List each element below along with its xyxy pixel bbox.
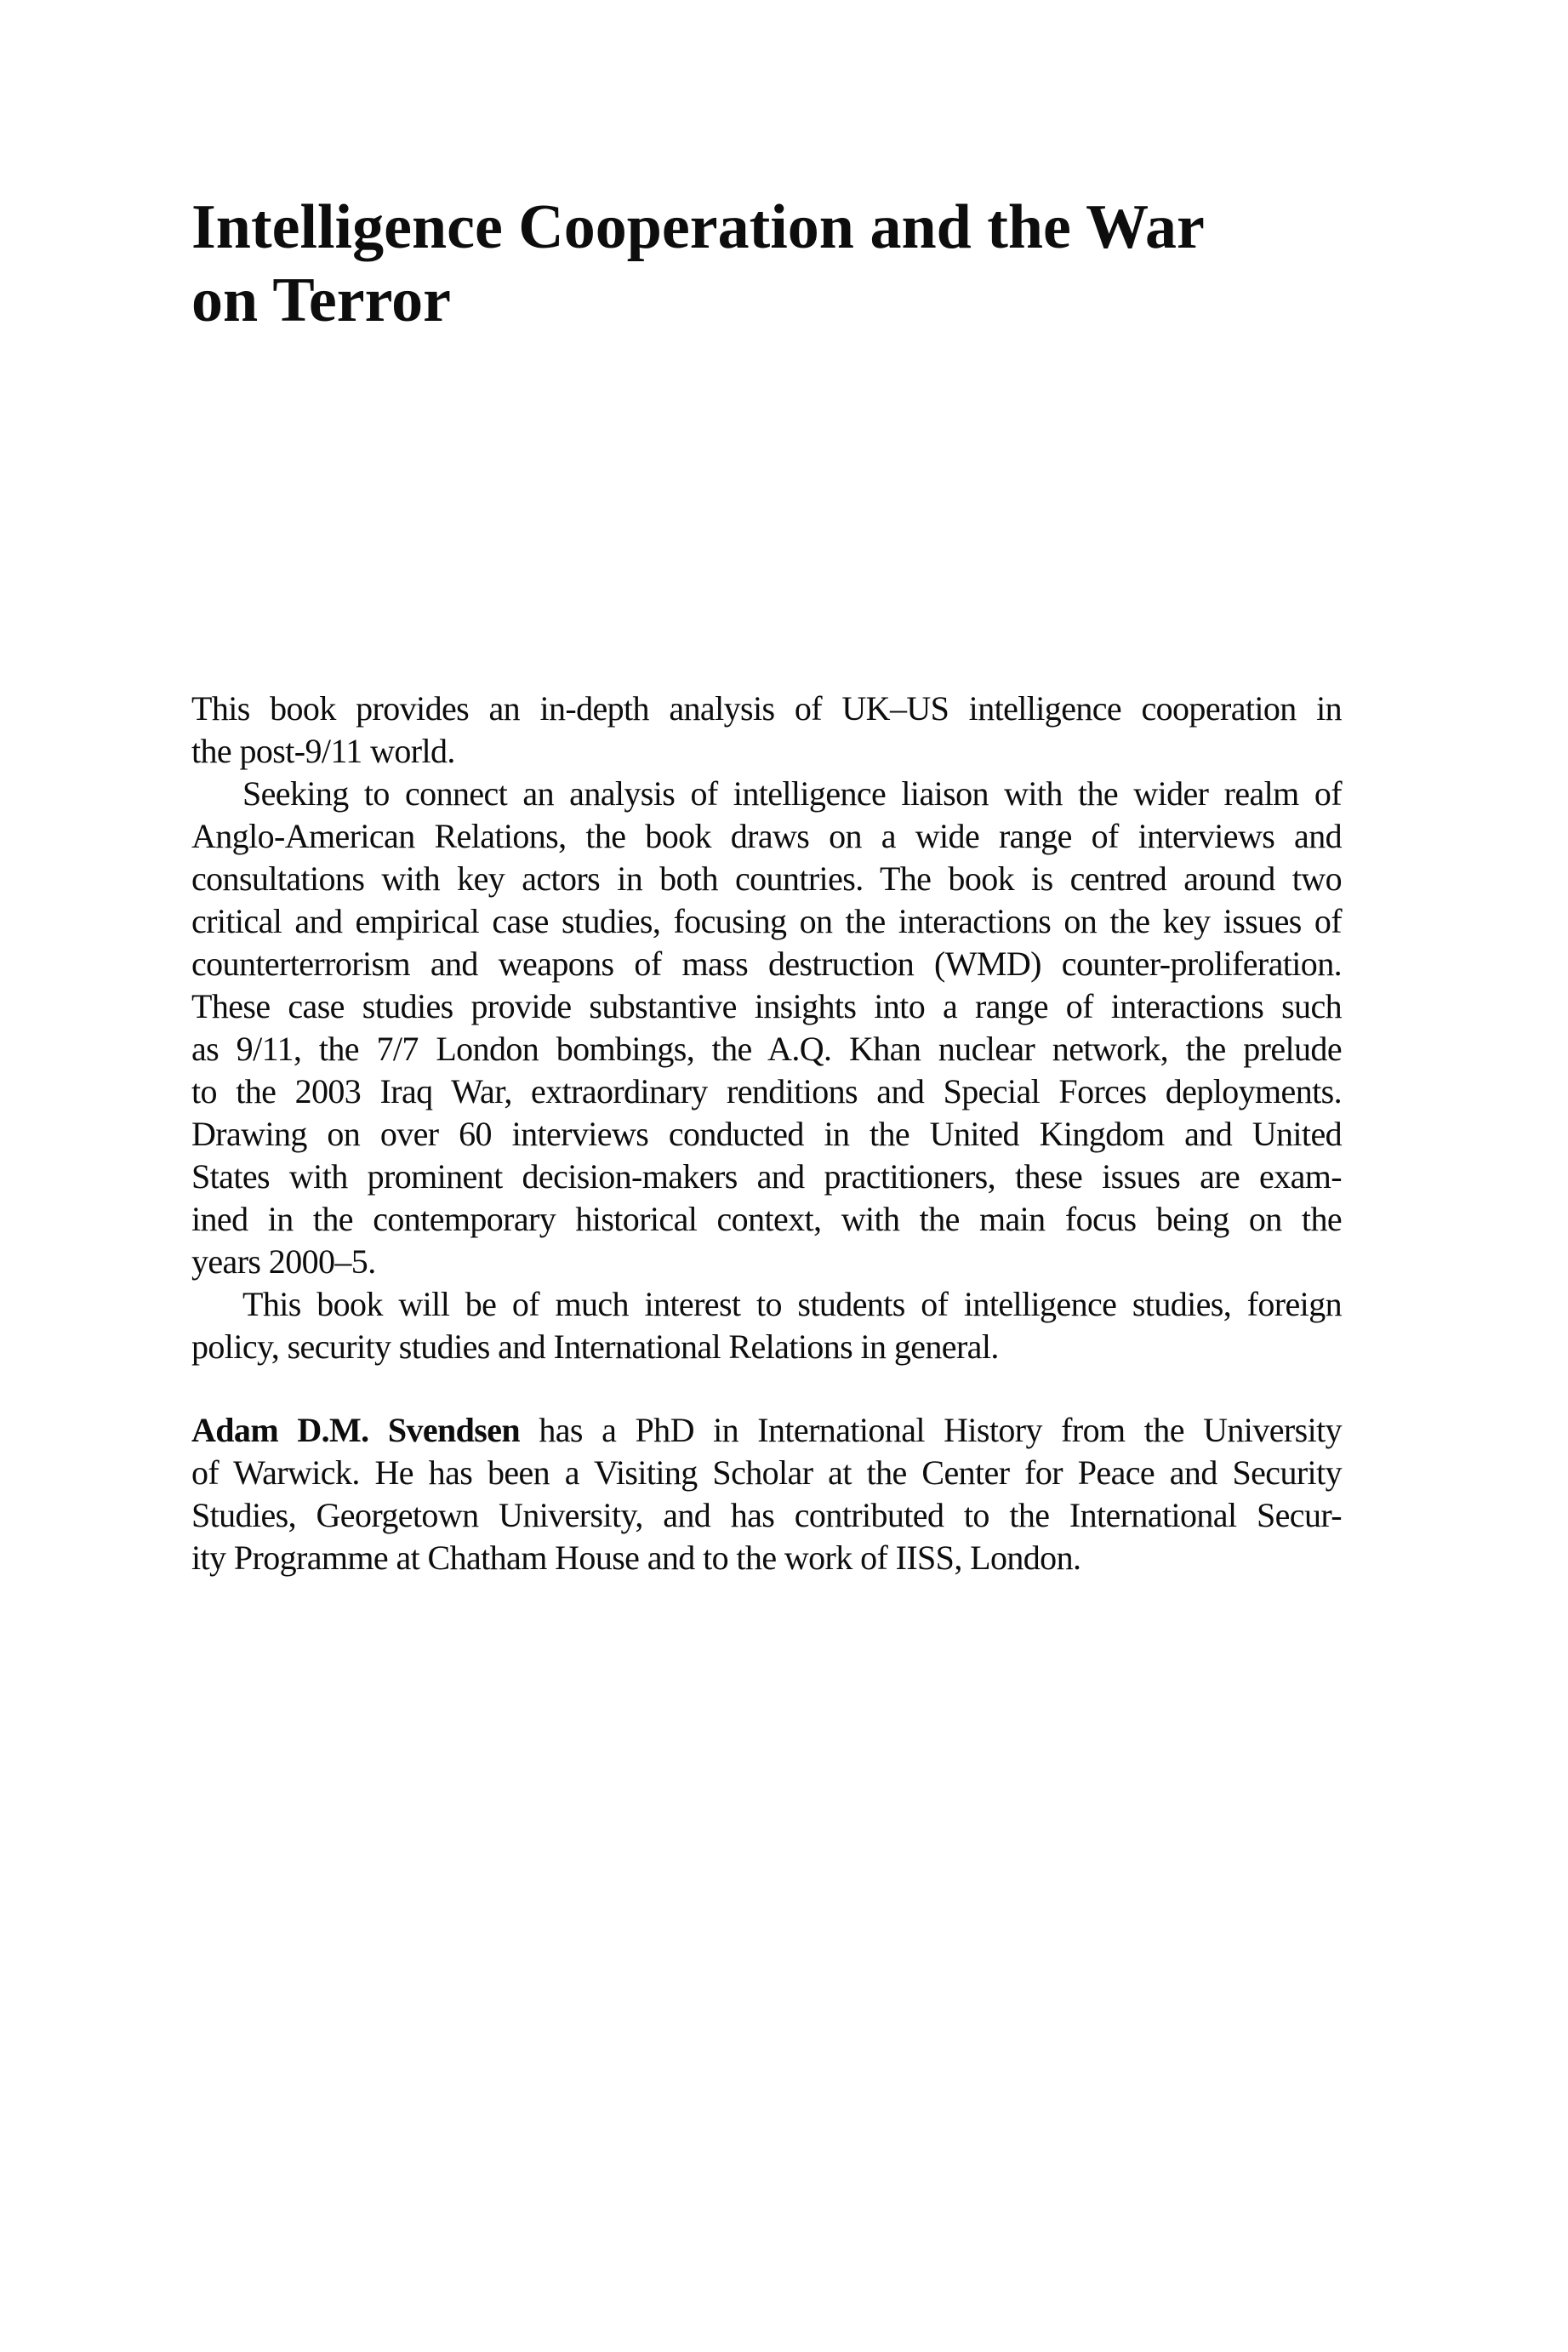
text-line: [191, 1409, 1342, 1452]
synopsis-paragraph-3: [191, 1283, 1342, 1368]
author-bio-line-1-rest: has a PhD in International History from the University: [520, 1411, 1342, 1449]
text-line: consultations with key actors in both countries. The book is centred around two: [191, 859, 1342, 898]
text-line: Drawing on over 60 interviews conducted in the United Kingdom and United: [191, 1115, 1342, 1153]
text-line: of Warwick. He has been a Visiting Scholar at the Center for Peace and Security: [191, 1453, 1342, 1492]
text-line: This book provides an in-depth analysis of UK–US intelligence cooperation in: [191, 689, 1342, 728]
text-line: ity Programme at Chatham House and to the work of IISS, London.: [191, 1539, 1081, 1577]
text-line: Seeking to connect an analysis of intelligence liaison with the wider realm of: [242, 774, 1342, 813]
text-line: critical and empirical case studies, focusing on the interactions on the key issues of: [191, 902, 1342, 940]
text-line: counterterrorism and weapons of mass destruction (WMD) counter-proliferation.: [191, 945, 1342, 983]
text-line: the post-9/11 world.: [191, 732, 455, 770]
text-line: This book will be of much interest to students of intelligence studies, foreign: [242, 1285, 1342, 1323]
author-name: Adam D.M. Svendsen: [191, 1411, 521, 1449]
body-text: [191, 688, 1342, 1579]
book-title: [191, 191, 1383, 337]
text-line: Anglo-American Relations, the book draws on a wide range of interviews and: [191, 817, 1342, 855]
text-line: Studies, Georgetown University, and has contributed to the International Secur-: [191, 1496, 1342, 1534]
synopsis-paragraph-1: [191, 688, 1342, 773]
text-line: States with prominent decision-makers and practitioners, these issues are exam-: [191, 1157, 1342, 1196]
text-line: These case studies provide substantive insights into a range of interactions such: [191, 987, 1342, 1025]
text-line: to the 2003 Iraq War, extraordinary renditions and Special Forces deployments.: [191, 1072, 1342, 1110]
text-line: years 2000–5.: [191, 1242, 376, 1281]
text-line: as 9/11, the 7/7 London bombings, the A.Q. Khan nuclear network, the prelude: [191, 1030, 1342, 1068]
text-line: policy, security studies and International Relations in general.: [191, 1327, 999, 1366]
synopsis-paragraph-2: [191, 773, 1342, 1283]
book-title-line-2: on Terror: [191, 265, 451, 335]
text-line: ined in the contemporary historical context, with the main focus being on the: [191, 1200, 1342, 1238]
author-bio: [191, 1409, 1342, 1579]
book-title-line-1: Intelligence Cooperation and the War: [191, 192, 1205, 262]
